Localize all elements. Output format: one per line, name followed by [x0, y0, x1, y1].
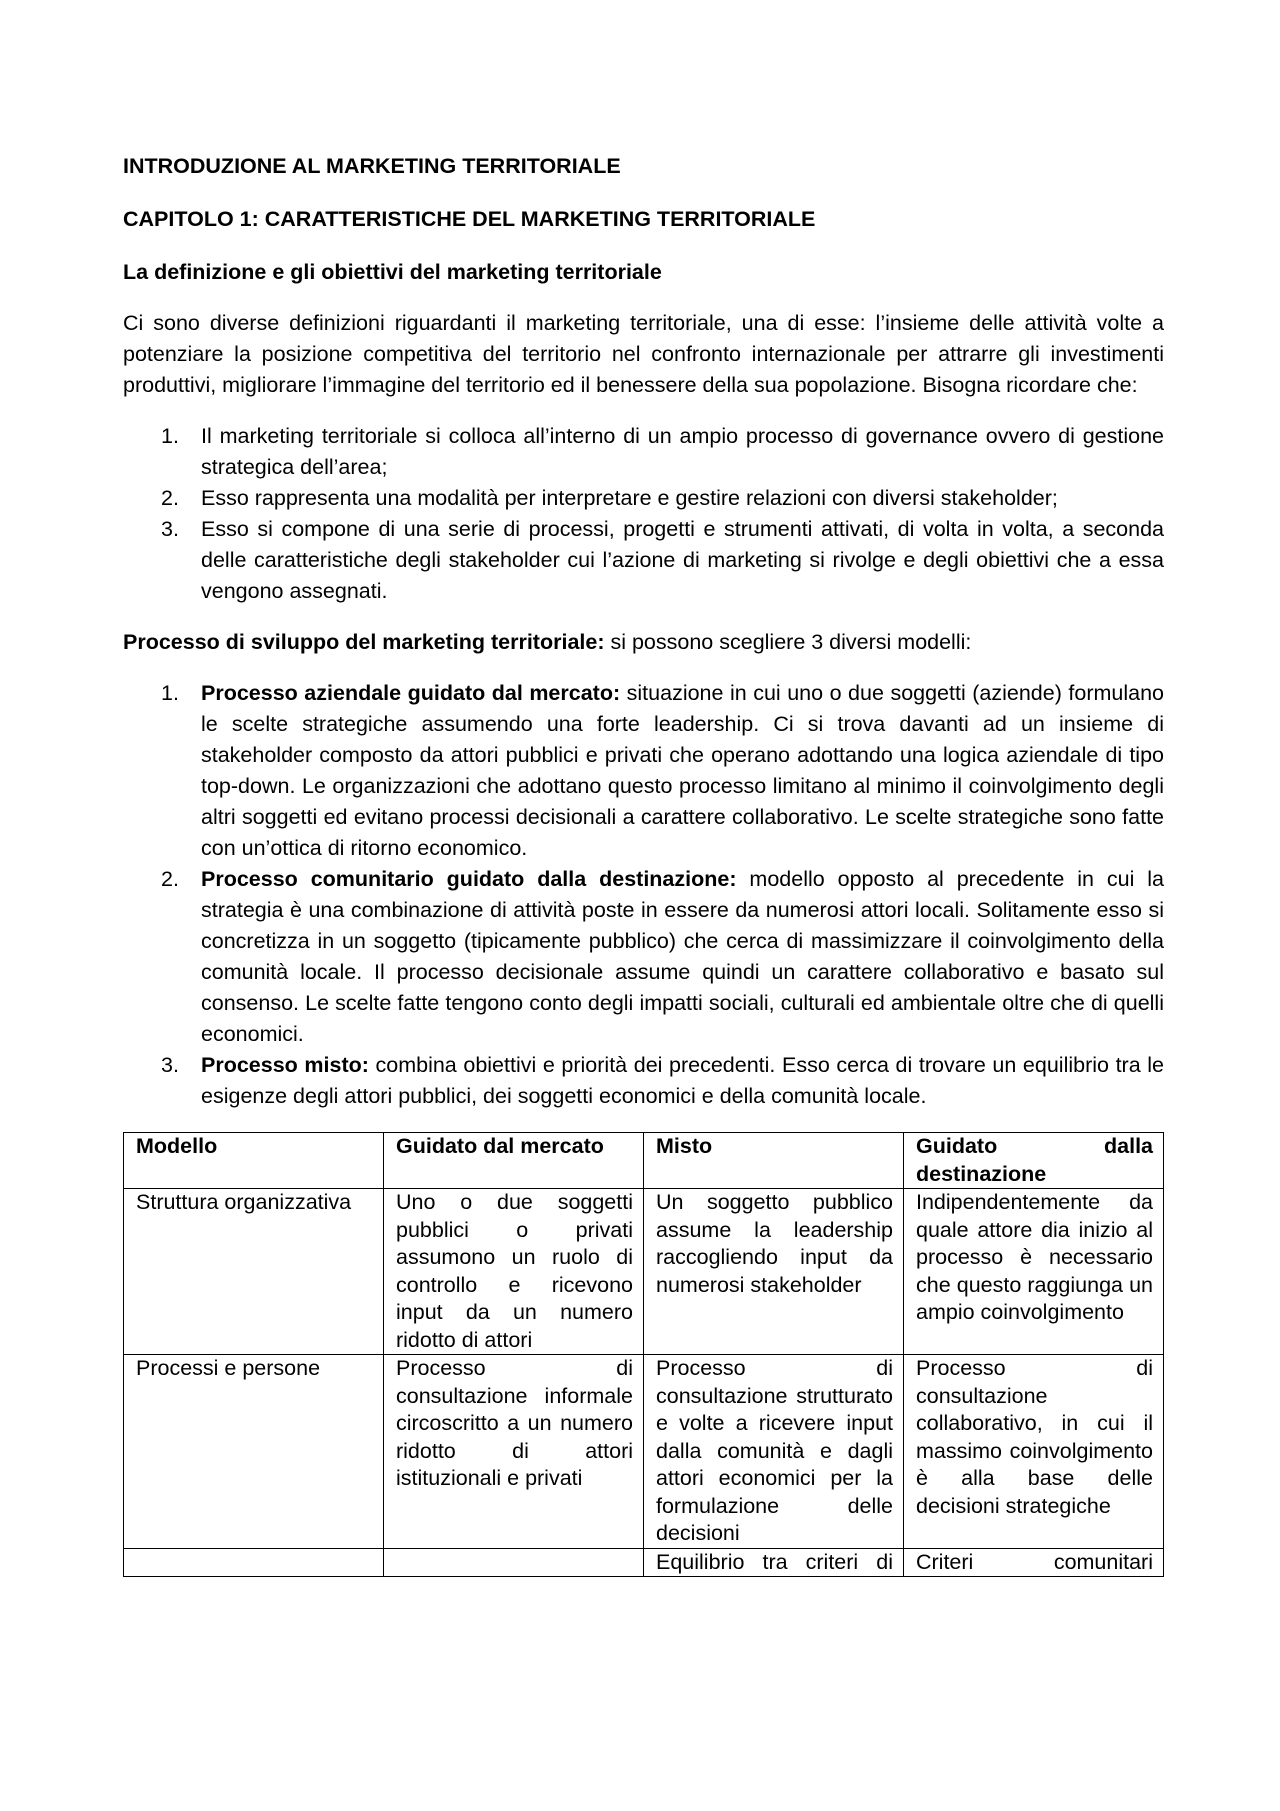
process-intro-bold: Processo di sviluppo del marketing territoriale: [123, 630, 605, 654]
models-comparison-table [123, 1132, 1164, 1577]
model-description: situazione in cui uno o due soggetti (aziende) formulano le scelte strategiche assumendo una forte leadership. Ci si trova davanti ad un insieme di stakeholder composto da attori pubblici e privati che operano adottando una logica aziendale di tipo top-down. Le organizzazioni che adottano questo processo limitano al minimo il coinvolgimento degli altri soggetti ed evitano processi decisionali a carattere collaborativo. Le scelte strategiche sono fatte con un’ottica di ritorno economico. [201, 681, 1164, 860]
table-header-cell: Modello [124, 1133, 384, 1189]
table-cell: Struttura organizzativa [124, 1189, 384, 1355]
model-name: Processo aziendale guidato dal mercato: [201, 681, 621, 705]
table-row [124, 1189, 1164, 1355]
list-text: Esso si compone di una serie di processi, progetti e strumenti attivati, di volta in volta, a seconda delle caratteristiche degli stakeholder cui l’azione di marketing si rivolge e degli obiettivi che a essa vengono assegnati. [201, 517, 1164, 603]
list-models [123, 678, 1164, 1112]
list-item [123, 483, 1164, 514]
process-intro-text: si possono scegliere 3 diversi modelli: [604, 630, 972, 654]
table-cell: Uno o due soggetti pubblici o privati assumono un ruolo di controllo e ricevono input da un numero ridotto di attori [384, 1189, 644, 1355]
list-item [123, 864, 1164, 1050]
table-header-cell: Guidato dal mercato [384, 1133, 644, 1189]
list-text: Il marketing territoriale si colloca all’interno di un ampio processo di governance ovvero di gestione strategica dell’area; [201, 424, 1164, 479]
intro-paragraph: Ci sono diverse definizioni riguardanti il marketing territoriale, una di esse: l’insieme delle attività volte a potenziare la posizione competitiva del territorio nel confronto internazionale per attrarre gli investimenti produttivi, migliorare l’immagine del territorio ed il benessere della sua popolazione. Bisogna ricordare che: [123, 311, 1164, 397]
table-cell: Un soggetto pubblico assume la leadership raccogliendo input da numerosi stakeholder [644, 1189, 904, 1355]
table-header-row [124, 1133, 1164, 1189]
table-cell: Processo di consultazione collaborativo, in cui il massimo coinvolgimento è alla base delle decisioni strategiche [904, 1355, 1164, 1549]
list-item [123, 514, 1164, 607]
list-item [123, 678, 1164, 864]
model-name: Processo comunitario guidato dalla destinazione: [201, 867, 737, 891]
list-item [123, 1050, 1164, 1112]
table-cell: Processo di consultazione informale circoscritto a un numero ridotto di attori istituzionali e privati [384, 1355, 644, 1549]
list-number: 1. [161, 424, 179, 448]
list-number: 2. [161, 867, 179, 891]
model-description: combina obiettivi e priorità dei precedenti. Esso cerca di trovare un equilibrio tra le esigenze degli attori pubblici, dei soggetti economici e della comunità locale. [201, 1053, 1164, 1108]
list-text: Esso rappresenta una modalità per interpretare e gestire relazioni con diversi stakeholder; [201, 486, 1058, 510]
table-cell [124, 1548, 384, 1577]
table-cell [384, 1548, 644, 1577]
list-number: 1. [161, 681, 179, 705]
document-title: INTRODUZIONE AL MARKETING TERRITORIALE [123, 154, 621, 178]
table-row [124, 1548, 1164, 1577]
table-row [124, 1355, 1164, 1549]
section-heading: La definizione e gli obiettivi del marketing territoriale [123, 260, 662, 284]
model-name: Processo misto: [201, 1053, 369, 1077]
process-intro [123, 627, 1164, 658]
chapter-heading: CAPITOLO 1: CARATTERISTICHE DEL MARKETING TERRITORIALE [123, 207, 816, 231]
table-cell: Indipendentemente da quale attore dia inizio al processo è necessario che questo raggiunga un ampio coinvolgimento [904, 1189, 1164, 1355]
list-number: 3. [161, 517, 179, 541]
model-description: modello opposto al precedente in cui la strategia è una combinazione di attività poste in essere da numerosi attori locali. Solitamente esso si concretizza in un soggetto (tipicamente pubblico) che cerca di massimizzare il coinvolgimento della comunità locale. Il processo decisionale assume quindi un carattere collaborativo e basato sul consenso. Le scelte fatte tengono conto degli impatti sociali, culturali ed ambientale oltre che di quelli economici. [201, 867, 1165, 1046]
table-cell: Processo di consultazione strutturato e volte a ricevere input dalla comunità e dagli attori economici per la formulazione delle decisioni [644, 1355, 904, 1549]
table-header-cell: Misto [644, 1133, 904, 1189]
list-number: 2. [161, 486, 179, 510]
table-header-cell: Guidato dalla destinazione [904, 1133, 1164, 1189]
document-page [123, 147, 1164, 1577]
table-cell: Equilibrio tra criteri di [644, 1548, 904, 1577]
table-cell: Processi e persone [124, 1355, 384, 1549]
table-cell: Criteri comunitari [904, 1548, 1164, 1577]
list-governance [123, 421, 1164, 607]
list-number: 3. [161, 1053, 179, 1077]
list-item [123, 421, 1164, 483]
